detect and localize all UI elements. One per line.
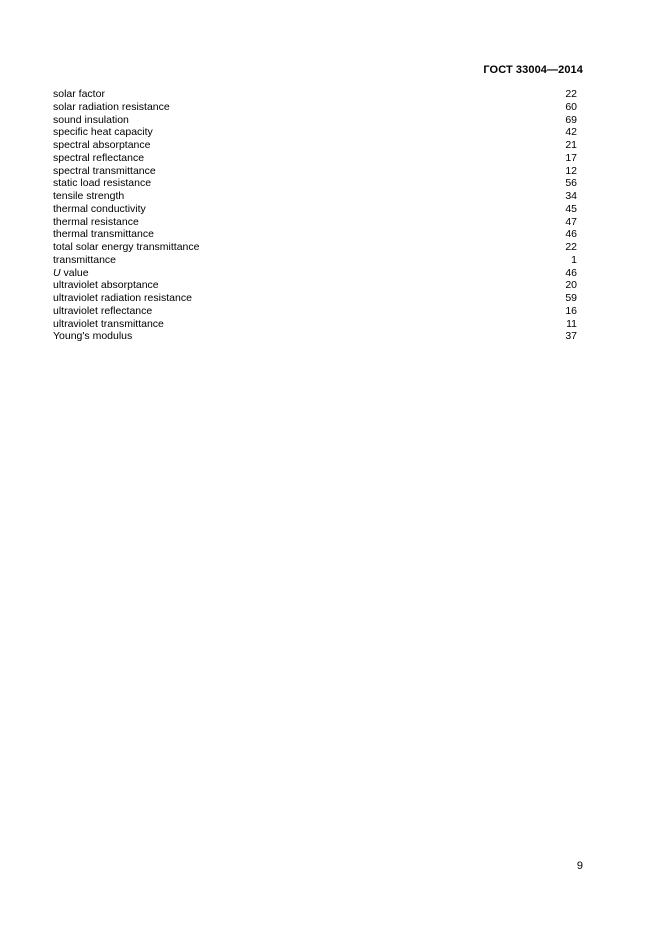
index-term: static load resistance — [53, 177, 152, 190]
index-term: thermal conductivity — [53, 202, 146, 215]
index-page-number: 45 — [565, 202, 577, 215]
index-entry — [53, 203, 577, 216]
index-entry — [53, 126, 577, 139]
index-page-number: 42 — [565, 126, 577, 139]
index-term: ultraviolet reflectance — [53, 304, 153, 317]
index-term: Young's modulus — [53, 330, 133, 343]
index-page-number: 69 — [565, 113, 577, 126]
index-term-symbol: U — [53, 266, 61, 279]
index-term: spectral transmittance — [53, 164, 156, 177]
index-term: spectral reflectance — [53, 151, 145, 164]
index-entry — [53, 190, 577, 203]
index-entry — [53, 88, 577, 101]
index-page-number: 17 — [565, 151, 577, 164]
index-page-number: 16 — [565, 304, 577, 317]
page-number: 9 — [576, 860, 583, 872]
index-term: transmittance — [53, 253, 117, 266]
index-term: sound insulation — [53, 113, 129, 126]
index-page-number: 22 — [565, 88, 577, 100]
index-entry — [53, 177, 577, 190]
index-term: total solar energy transmittance — [53, 241, 200, 253]
index-term: tensile strength — [53, 190, 125, 202]
index-page-number: 59 — [565, 292, 577, 304]
index-entry — [53, 254, 577, 267]
index-term: thermal resistance — [53, 215, 139, 228]
index-term: ultraviolet absorptance — [53, 279, 159, 292]
index-page-number: 11 — [566, 317, 577, 330]
index-entry — [53, 101, 577, 114]
index-entry — [53, 279, 577, 292]
index-page-number: 60 — [565, 100, 577, 113]
index-term: ultraviolet radiation resistance — [53, 292, 192, 304]
index-entry — [53, 228, 577, 241]
index-page-number: 34 — [565, 190, 577, 202]
index-page-number: 22 — [565, 241, 577, 253]
index-entry — [53, 216, 577, 229]
index-entry — [53, 139, 577, 152]
index-term: solar factor — [53, 88, 105, 100]
index-term: specific heat capacity — [53, 126, 153, 139]
index-page-number: 47 — [565, 215, 577, 228]
term-index-list — [53, 88, 577, 343]
index-entry — [53, 305, 577, 318]
index-page-number: 37 — [565, 330, 577, 343]
index-entry — [53, 152, 577, 165]
index-page-number: 20 — [565, 279, 577, 292]
index-page-number: 21 — [565, 139, 577, 151]
index-page-number: 46 — [565, 228, 577, 241]
index-page-number: 1 — [571, 253, 577, 266]
index-page-number: 12 — [565, 164, 577, 177]
index-term: ultraviolet transmittance — [53, 317, 164, 330]
index-page-number: 46 — [565, 266, 577, 279]
index-entry — [53, 318, 577, 331]
index-entry — [53, 114, 577, 127]
index-entry — [53, 165, 577, 178]
index-term: solar radiation resistance — [53, 100, 170, 113]
index-term: spectral absorptance — [53, 139, 151, 151]
document-header: ГОСТ 33004—2014 — [483, 64, 583, 76]
index-entry — [53, 267, 577, 280]
index-entry — [53, 241, 577, 254]
index-entry — [53, 292, 577, 305]
index-term-text: value — [60, 266, 89, 279]
index-term: thermal transmittance — [53, 228, 154, 241]
index-entry — [53, 330, 577, 343]
index-page-number: 56 — [565, 177, 577, 190]
index-term — [53, 267, 89, 280]
